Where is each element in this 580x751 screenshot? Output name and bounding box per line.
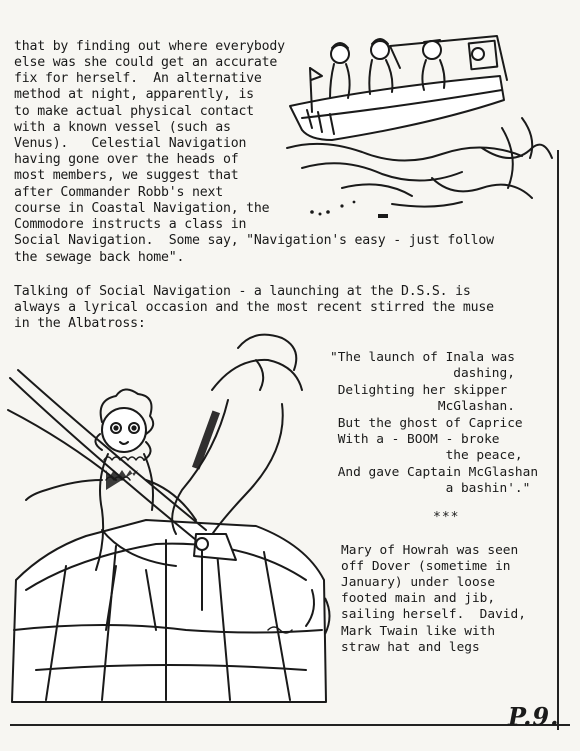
top-paragraph-line: most members, we suggest that	[14, 168, 239, 183]
mary-paragraph-line: off Dover (sometime in	[341, 559, 511, 574]
top-paragraph-line: that by finding out where everybody	[14, 39, 285, 54]
top-paragraph-line: to make actual physical contact	[14, 104, 254, 119]
top-paragraph-line: else was she could get an accurate	[14, 55, 278, 70]
top-paragraph-line: Venus). Celestial Navigation	[14, 136, 247, 151]
poem-line: McGlashan.	[330, 399, 515, 414]
poem-line: a bashin'."	[330, 481, 531, 496]
second-paragraph-line: Talking of Social Navigation - a launching at the D.S.S. is	[14, 284, 471, 299]
margin-bracket	[322, 596, 336, 636]
mary-paragraph-line: sailing herself. David,	[341, 607, 526, 622]
poem-line: "The launch of Inala was	[330, 350, 515, 365]
poem-line: With a - BOOM - broke	[330, 432, 500, 447]
boat-boom-illustration	[6, 330, 336, 705]
page-number: P.9.	[508, 702, 560, 731]
boat-crew-illustration	[282, 28, 558, 228]
top-paragraph-line: course in Coastal Navigation, the	[14, 201, 270, 216]
mary-paragraph-line: Mary of Howrah was seen	[341, 543, 519, 558]
second-paragraph-line: always a lyrical occasion and the most recent stirred the muse	[14, 300, 494, 315]
top-paragraph-line: fix for herself. An alternative	[14, 71, 262, 86]
page-border-right	[557, 150, 559, 730]
top-paragraph-line: having gone over the heads of	[14, 152, 239, 167]
top-paragraph-line: after Commander Robb's next	[14, 185, 223, 200]
poem-line: But the ghost of Caprice	[330, 416, 523, 431]
section-separator: ***	[433, 510, 460, 525]
poem-line: And gave Captain McGlashan	[330, 465, 539, 480]
mary-paragraph-line: Mark Twain like with	[341, 624, 496, 639]
poem-line: the peace,	[330, 448, 523, 463]
poem-line: Delighting her skipper	[330, 383, 508, 398]
top-paragraph-line: Social Navigation. Some say, "Navigation's easy - just follow	[14, 233, 494, 248]
mary-paragraph-line: footed main and jib,	[341, 591, 496, 606]
mary-paragraph-line: January) under loose	[341, 575, 496, 590]
top-paragraph-line: method at night, apparently, is	[14, 87, 254, 102]
top-paragraph-line: the sewage back home".	[14, 250, 185, 265]
page-border-bottom	[10, 724, 570, 726]
top-paragraph-line: Commodore instructs a class in	[14, 217, 247, 232]
mary-paragraph-line: straw hat and legs	[341, 640, 480, 655]
second-paragraph-line: in the Albatross:	[14, 316, 146, 331]
top-paragraph-line: with a known vessel (such as	[14, 120, 231, 135]
poem-line: dashing,	[330, 366, 515, 381]
